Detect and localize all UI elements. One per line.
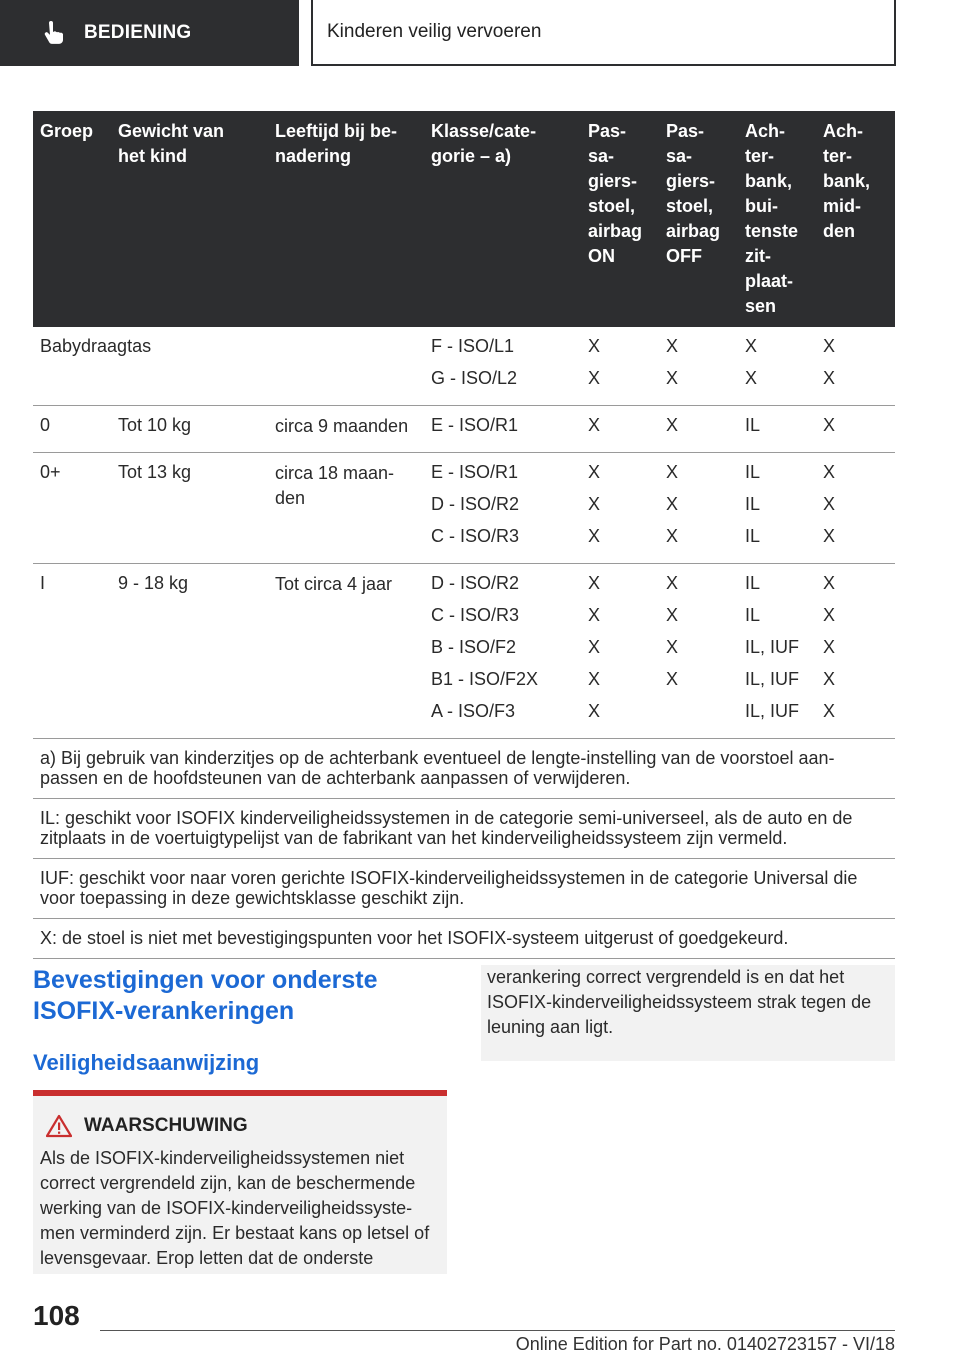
table-header-cell <box>581 111 659 327</box>
header-line: het kind <box>118 146 188 166</box>
header-line: ter- <box>823 146 853 166</box>
table-header-cell <box>33 111 111 327</box>
cell-line: circa 18 maan- <box>275 463 395 483</box>
header-line: tenste <box>745 221 799 241</box>
weight-cell <box>111 564 268 739</box>
isofix-table <box>33 111 895 959</box>
weight-cell <box>111 453 268 564</box>
p-on-cell <box>581 453 659 564</box>
header-line: bank, <box>823 171 871 191</box>
cell-line: A - ISO/F3 <box>431 701 516 721</box>
cell-line: X <box>823 637 836 657</box>
classes-cell <box>424 327 581 406</box>
cell-line: X <box>666 462 679 482</box>
cell-line: den <box>275 488 306 508</box>
cell-line: B - ISO/F2 <box>431 637 517 657</box>
p-off-cell <box>659 564 738 739</box>
cell-line: X <box>823 336 836 356</box>
header-line: den <box>823 221 856 241</box>
header-line: gorie – a) <box>431 146 512 166</box>
cell-line: X <box>666 368 679 388</box>
table-row <box>33 564 895 739</box>
header-line: airbag <box>588 221 643 241</box>
warning-triangle-icon <box>46 1114 72 1138</box>
cell-line: F - ISO/L1 <box>431 336 515 356</box>
cell-line: C - ISO/R3 <box>431 605 520 625</box>
header-section-label: BEDIENING <box>84 22 192 43</box>
p-on-cell <box>581 406 659 453</box>
group-label: 0 <box>40 415 51 435</box>
header-line: stoel, <box>666 196 714 216</box>
weight-cell <box>111 406 268 453</box>
header-line: ON <box>588 246 615 266</box>
warning-text: Als de ISOFIX-kinderveiligheidssystemen niet correct vergrendeld zijn, kan de beschermende werking van de ISOFIX-kinderveiligheidssyste-men verminderd zijn. Er bestaat kans op letsel of levensgevaar. Erop letten dat de onderste <box>40 1148 430 1268</box>
group-label: I <box>40 573 46 593</box>
cell-line: X <box>588 415 601 435</box>
table-note-row <box>33 799 895 859</box>
cell-line: X <box>666 637 679 657</box>
table-note: a) Bij gebruik van kinderzitjes op de achterbank eventueel de lengte-instelling van de voorstoel aan-passen en de hoofdsteunen van de achterbank aanpassen of verwijderen. <box>33 739 895 799</box>
cell-line: X <box>823 573 836 593</box>
page-title: Kinderen veilig vervoeren <box>327 21 542 42</box>
header-line: bank, <box>745 171 793 191</box>
header-line: mid- <box>823 196 861 216</box>
header-section-tab <box>0 0 299 66</box>
header-line: Leeftijd bij be- <box>275 121 398 141</box>
classes-cell <box>424 406 581 453</box>
header-line: sa- <box>588 146 615 166</box>
header-line: sa- <box>666 146 693 166</box>
group-cell <box>33 564 111 739</box>
section-heading: Bevestigingen voor onderste ISOFIX-verankeringen <box>33 966 378 1025</box>
cell-line: X <box>666 336 679 356</box>
table-header-row <box>33 111 895 327</box>
cell-line <box>666 700 732 732</box>
cell-line: E - ISO/R1 <box>431 415 519 435</box>
warning-box <box>33 1090 447 1274</box>
header-line: ter- <box>745 146 775 166</box>
header-line: giers- <box>666 171 716 191</box>
classes-cell <box>424 564 581 739</box>
table-body <box>33 327 895 959</box>
cell-line: B1 - ISO/F2X <box>431 669 539 689</box>
hand-touch-icon <box>40 20 66 46</box>
p-off-cell <box>659 406 738 453</box>
p-on-cell <box>581 564 659 739</box>
table-header-cell <box>424 111 581 327</box>
cell-line: Tot circa 4 jaar <box>275 574 393 594</box>
cell-line: IL <box>745 605 761 625</box>
cell-line: X <box>588 605 601 625</box>
cell-line: E - ISO/R1 <box>431 462 519 482</box>
header-line: nadering <box>275 146 352 166</box>
r-out-cell <box>738 564 816 739</box>
age-cell <box>268 453 424 564</box>
group-cell <box>33 406 111 453</box>
cell-line: X <box>823 494 836 514</box>
cell-line: X <box>666 605 679 625</box>
header-line: Gewicht van <box>118 121 225 141</box>
r-mid-cell <box>816 564 895 739</box>
cell-line: X <box>745 336 758 356</box>
cell-line: X <box>588 701 601 721</box>
group-cell <box>33 327 424 406</box>
warning-header <box>40 1114 439 1138</box>
header-line: Groep <box>40 121 94 141</box>
cell-line: X <box>823 701 836 721</box>
group-label: 0+ <box>40 462 61 482</box>
table-row <box>33 406 895 453</box>
cell-line: C - ISO/R3 <box>431 526 520 546</box>
header-line: giers- <box>588 171 638 191</box>
p-off-cell <box>659 327 738 406</box>
cell-line: X <box>666 415 679 435</box>
cell-line: X <box>588 573 601 593</box>
table-note: IL: geschikt voor ISOFIX kinderveiligheidssystemen in de categorie semi-universeel, als de auto en de zitplaats in de voertuigtypelijst van de fabrikant van het kinderveiligheidssysteem zijn vermeld. <box>33 799 895 859</box>
table-note: X: de stoel is niet met bevestigingspunten voor het ISOFIX-systeem uitgerust of goedgekeurd. <box>33 919 895 959</box>
cell-line: X <box>588 462 601 482</box>
cell-line: IL <box>745 494 761 514</box>
cell-line: X <box>745 368 758 388</box>
cell-line: IL <box>745 415 761 435</box>
header-line: sen <box>745 296 777 316</box>
classes-cell <box>424 453 581 564</box>
table-row <box>33 453 895 564</box>
table-row <box>33 327 895 406</box>
cell-line: X <box>588 669 601 689</box>
cell-line: IL, IUF <box>745 637 800 657</box>
section-subheading: Veiligheidsaanwijzing <box>33 1050 260 1075</box>
table-header-cell <box>111 111 268 327</box>
cell-line: D - ISO/R2 <box>431 573 520 593</box>
header-line: plaat- <box>745 271 794 291</box>
r-out-cell <box>738 327 816 406</box>
cell-line: X <box>823 462 836 482</box>
cell-line: X <box>823 368 836 388</box>
cell-line: X <box>588 526 601 546</box>
weight-label: Tot 13 kg <box>118 462 192 482</box>
r-mid-cell <box>816 453 895 564</box>
cell-line: X <box>588 368 601 388</box>
table-note-row <box>33 919 895 959</box>
weight-label: Tot 10 kg <box>118 415 192 435</box>
header-line: stoel, <box>588 196 636 216</box>
cell-line: X <box>666 526 679 546</box>
cell-line: IL <box>745 526 761 546</box>
cell-line: X <box>823 526 836 546</box>
footer-edition: Online Edition for Part no. 01402723157 - VI/18 <box>515 1334 895 1354</box>
cell-line: X <box>666 669 679 689</box>
cell-line: X <box>823 669 836 689</box>
table-note-row <box>33 739 895 799</box>
table-header-cell <box>738 111 816 327</box>
header-line: airbag <box>666 221 721 241</box>
age-cell <box>268 406 424 453</box>
table-header-cell <box>816 111 895 327</box>
warning-title: WAARSCHUWING <box>84 1115 248 1136</box>
warning-continued-text: verankering correct vergrendeld is en dat het ISOFIX-kinderveiligheidssysteem strak tegen de leuning aan ligt. <box>487 967 872 1037</box>
page-number: 108 <box>33 1300 80 1331</box>
age-cell <box>268 564 424 739</box>
group-cell <box>33 453 111 564</box>
table-header-cell <box>659 111 738 327</box>
cell-line: X <box>666 573 679 593</box>
header-line: Klasse/cate- <box>431 121 537 141</box>
p-off-cell <box>659 453 738 564</box>
cell-line: G - ISO/L2 <box>431 368 518 388</box>
r-out-cell <box>738 453 816 564</box>
r-out-cell <box>738 406 816 453</box>
cell-line: IL, IUF <box>745 669 800 689</box>
header-line: OFF <box>666 246 702 266</box>
table-header-cell <box>268 111 424 327</box>
group-label: Babydraagtas <box>40 336 152 356</box>
weight-label: 9 - 18 kg <box>118 573 189 593</box>
cell-line: IL <box>745 573 761 593</box>
p-on-cell <box>581 327 659 406</box>
warning-continued-box <box>481 965 895 1061</box>
header-line: bui- <box>745 196 778 216</box>
table-note-row <box>33 859 895 919</box>
header-line: Pas- <box>588 121 627 141</box>
header-line: Ach- <box>745 121 785 141</box>
cell-line: D - ISO/R2 <box>431 494 520 514</box>
r-mid-cell <box>816 327 895 406</box>
cell-line: X <box>588 494 601 514</box>
cell-line: X <box>666 494 679 514</box>
cell-line: X <box>588 336 601 356</box>
cell-line: X <box>823 605 836 625</box>
cell-line: circa 9 maanden <box>275 416 409 436</box>
footer-divider <box>100 1330 895 1331</box>
cell-line: IL <box>745 462 761 482</box>
cell-line: X <box>823 415 836 435</box>
header-line: zit- <box>745 246 771 266</box>
header-line: Pas- <box>666 121 705 141</box>
cell-line: X <box>588 637 601 657</box>
table-note: IUF: geschikt voor naar voren gerichte ISOFIX-kinderveiligheidssystemen in de categorie Universal die voor toepassing in deze gewichtsklasse geschikt zijn. <box>33 859 895 919</box>
header-line: Ach- <box>823 121 863 141</box>
r-mid-cell <box>816 406 895 453</box>
header-title-box <box>311 0 896 66</box>
cell-line: IL, IUF <box>745 701 800 721</box>
